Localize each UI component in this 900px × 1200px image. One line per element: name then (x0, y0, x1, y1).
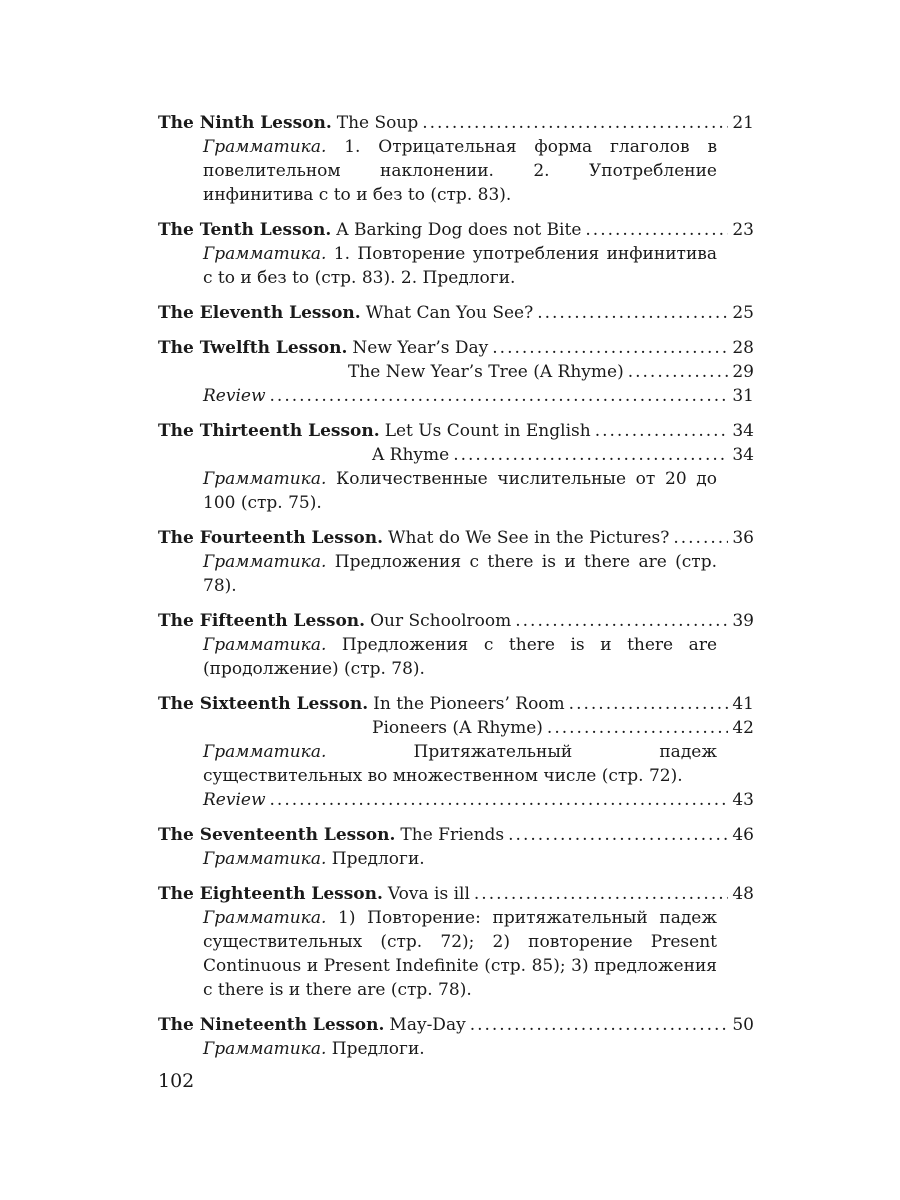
lesson-title: In the Pioneers’ Room (373, 694, 565, 714)
dot-leader (673, 526, 728, 550)
dot-leader (515, 609, 728, 633)
lesson-heading: The Tenth Lesson. (158, 220, 332, 240)
toc-subentry-line (348, 360, 754, 384)
dot-leader (569, 692, 729, 716)
grammar-text: Предложения с there is и there are (продолжение) (стр. 78). (203, 635, 718, 679)
dot-leader (474, 882, 728, 906)
subentry-title: The New Year’s Tree (A Rhyme) (348, 362, 624, 382)
toc-entry-line (158, 882, 754, 906)
lesson-title: The Soup (336, 113, 419, 133)
grammar-text: Предложения с there is и there are (стр. 78). (203, 552, 718, 596)
table-of-contents (158, 111, 754, 1072)
grammar-note (203, 740, 717, 788)
dot-leader (585, 218, 728, 242)
grammar-note (203, 847, 717, 871)
grammar-label: Грамматика. (203, 635, 327, 655)
lesson-heading: The Eighteenth Lesson. (158, 884, 383, 904)
lesson-title: Vova is ill (387, 884, 470, 904)
subentry-title: Pioneers (A Rhyme) (372, 718, 543, 738)
toc-page-number: 31 (732, 386, 754, 406)
toc-entry-line (158, 1013, 754, 1037)
grammar-label: Грамматика. (203, 469, 327, 489)
toc-entry-line (158, 111, 754, 135)
dot-leader (547, 716, 728, 740)
toc-page-number: 36 (732, 528, 754, 548)
grammar-note (203, 467, 717, 515)
grammar-text: Притяжательный падеж существительных во множественном числе (стр. 72). (203, 742, 717, 786)
lesson-heading: The Fourteenth Lesson. (158, 528, 384, 548)
grammar-label: Грамматика. (203, 1039, 327, 1059)
lesson-heading: The Seventeenth Lesson. (158, 825, 396, 845)
grammar-label: Грамматика. (203, 908, 327, 928)
dot-leader (270, 384, 729, 408)
dot-leader (453, 443, 728, 467)
dot-leader (270, 788, 729, 812)
toc-page-number: 42 (732, 718, 754, 738)
toc-entry (158, 1013, 754, 1061)
dot-leader (470, 1013, 729, 1037)
grammar-label: Грамматика. (203, 742, 327, 762)
toc-entry (158, 823, 754, 871)
toc-entry (158, 692, 754, 812)
dot-leader (508, 823, 728, 847)
toc-entry (158, 609, 754, 681)
toc-page-number: 29 (732, 362, 754, 382)
lesson-heading: The Eleventh Lesson. (158, 303, 361, 323)
dot-leader (422, 111, 728, 135)
grammar-note (203, 1037, 717, 1061)
toc-entry-line (158, 301, 754, 325)
toc-entry-line (158, 692, 754, 716)
toc-page-number: 41 (732, 694, 754, 714)
lesson-title: Let Us Count in English (384, 421, 591, 441)
toc-page-number: 34 (732, 421, 754, 441)
dot-leader (492, 336, 728, 360)
lesson-heading: The Sixteenth Lesson. (158, 694, 369, 714)
lesson-heading: The Fifteenth Lesson. (158, 611, 366, 631)
lesson-title: A Barking Dog does not Bite (336, 220, 582, 240)
toc-entry (158, 882, 754, 1002)
toc-page-number: 23 (732, 220, 754, 240)
grammar-text: 1) Повторение: притяжательный падеж существительных (стр. 72); 2) повторение Present Continuous и Present Indefinite (стр. 85); 3) предложения с there is и there are (стр. 78). (203, 908, 717, 1000)
lesson-heading: The Thirteenth Lesson. (158, 421, 380, 441)
toc-subentry-line (372, 443, 754, 467)
toc-entry (158, 526, 754, 598)
toc-entry (158, 419, 754, 515)
grammar-text: Предлоги. (331, 1039, 425, 1059)
grammar-text: Предлоги. (331, 849, 425, 869)
toc-entry-line (158, 419, 754, 443)
dot-leader (537, 301, 728, 325)
lesson-heading: The Ninth Lesson. (158, 113, 332, 133)
lesson-heading: The Twelfth Lesson. (158, 338, 348, 358)
lesson-title: What Can You See? (365, 303, 534, 323)
subentry-title: A Rhyme (372, 445, 450, 465)
grammar-label: Грамматика. (203, 849, 327, 869)
lesson-heading: The Nineteenth Lesson. (158, 1015, 385, 1035)
lesson-title: The Friends (400, 825, 505, 845)
lesson-title: Our Schoolroom (370, 611, 512, 631)
grammar-note (203, 906, 717, 1002)
grammar-label: Грамматика. (203, 552, 327, 572)
toc-page-number: 39 (732, 611, 754, 631)
grammar-label: Грамматика. (203, 244, 327, 264)
toc-subentry-line (372, 716, 754, 740)
grammar-note (203, 242, 717, 290)
dot-leader (628, 360, 729, 384)
grammar-label: Грамматика. (203, 137, 327, 157)
toc-entry (158, 336, 754, 408)
dot-leader (595, 419, 729, 443)
page-number: 102 (158, 1070, 195, 1092)
review-label: Review (203, 386, 266, 406)
toc-entry (158, 301, 754, 325)
toc-page-number: 48 (732, 884, 754, 904)
toc-page-number: 28 (732, 338, 754, 358)
toc-entry-line (158, 218, 754, 242)
toc-entry-line (158, 609, 754, 633)
toc-entry (158, 111, 754, 207)
toc-page-number: 25 (732, 303, 754, 323)
toc-page-number: 43 (732, 790, 754, 810)
grammar-text: 1. Отрицательная форма глаголов в повелительном наклонении. 2. Употребление инфинитива с to и без to (стр. 83). (203, 137, 718, 205)
grammar-note (203, 135, 717, 207)
grammar-text: Количественные числительные от 20 до 100 (стр. 75). (203, 469, 718, 513)
review-line (203, 788, 754, 812)
toc-entry-line (158, 526, 754, 550)
lesson-title: New Year’s Day (352, 338, 489, 358)
review-label: Review (203, 790, 266, 810)
toc-entry (158, 218, 754, 290)
toc-page-number: 21 (732, 113, 754, 133)
grammar-note (203, 550, 717, 598)
lesson-title: What do We See in the Pictures? (388, 528, 670, 548)
toc-entry-line (158, 336, 754, 360)
grammar-text: 1. Повторение употребления инфинитива с to и без to (стр. 83). 2. Предлоги. (203, 244, 717, 288)
review-line (203, 384, 754, 408)
toc-page-number: 46 (732, 825, 754, 845)
toc-entry-line (158, 823, 754, 847)
toc-page-number: 34 (732, 445, 754, 465)
lesson-title: May-Day (389, 1015, 466, 1035)
toc-page-number: 50 (732, 1015, 754, 1035)
grammar-note (203, 633, 717, 681)
